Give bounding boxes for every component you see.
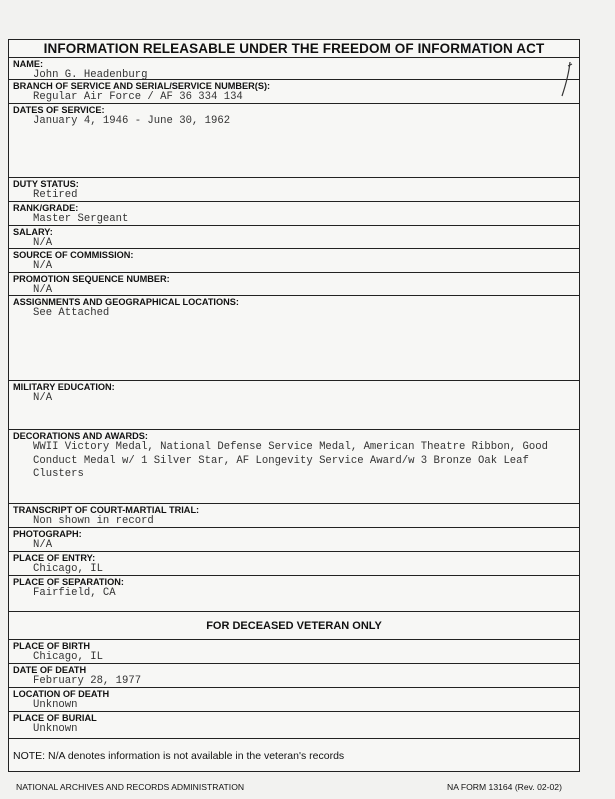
field-value: Chicago, IL [33,563,103,575]
field-label: PLACE OF BIRTH [13,641,91,651]
field-value: Regular Air Force / AF 36 334 134 [33,91,243,103]
footer-agency: NATIONAL ARCHIVES AND RECORDS ADMINISTRATION [16,782,245,792]
field-label: RANK/GRADE: [13,203,79,213]
field-label: PLACE OF SEPARATION: [13,577,124,587]
field-source-of-commission [9,249,579,273]
field-label: PROMOTION SEQUENCE NUMBER: [13,274,170,284]
field-date-of-death [9,664,579,688]
field-court-martial [9,504,579,528]
field-label: DATE OF DEATH [13,665,87,675]
field-label: NAME: [13,59,44,69]
field-label: PLACE OF ENTRY: [13,553,96,563]
field-value: Non shown in record [33,515,154,527]
field-label: SOURCE OF COMMISSION: [13,250,134,260]
field-value: N/A [33,284,53,296]
field-name [9,58,579,80]
pen-check-mark [552,60,582,100]
field-dates-of-service [9,104,579,178]
na-note: NOTE: N/A denotes information is not available in the veteran's records [13,750,345,762]
form-title: INFORMATION RELEASABLE UNDER THE FREEDOM OF INFORMATION ACT [9,40,579,58]
field-label: DECORATIONS AND AWARDS: [13,431,148,441]
field-military-education [9,381,579,430]
field-value: N/A [33,237,53,249]
field-value: February 28, 1977 [33,675,142,687]
field-assignments [9,296,579,381]
field-branch [9,80,579,104]
field-value: Retired [33,189,78,201]
field-label: MILITARY EDUCATION: [13,382,115,392]
field-place-of-separation [9,576,579,612]
field-value: Unknown [33,699,78,711]
field-value: N/A [33,392,53,404]
field-label: BRANCH OF SERVICE AND SERIAL/SERVICE NUMBER(S): [13,81,271,91]
field-place-of-birth [9,640,579,664]
field-duty-status [9,178,579,202]
field-label: LOCATION OF DEATH [13,689,110,699]
field-label: SALARY: [13,227,53,237]
field-decorations [9,430,579,504]
field-value: Unknown [33,723,78,735]
field-location-of-death [9,688,579,712]
footer-form-number: NA FORM 13164 (Rev. 02-02) [447,782,562,792]
field-value: Master Sergeant [33,213,129,225]
field-place-of-burial [9,712,579,739]
field-label: PLACE OF BURIAL [13,713,97,723]
field-promotion-sequence [9,273,579,296]
field-photograph [9,528,579,552]
field-value: N/A [33,539,53,551]
field-value: John G. Headenburg [33,69,148,80]
field-rank [9,202,579,226]
field-label: DATES OF SERVICE: [13,105,105,115]
deceased-section-heading: FOR DECEASED VETERAN ONLY [9,612,579,640]
field-value: See Attached [33,307,110,319]
field-value: N/A [33,260,53,272]
field-place-of-entry [9,552,579,576]
field-value: January 4, 1946 - June 30, 1962 [33,115,231,127]
field-value: WWII Victory Medal, National Defense Service Medal, American Theatre Ribbon, Good Conduct Medal w/ 1 Silver Star, AF Longevity Service Award/w 3 Bronze Oak Leaf Clusters [33,441,548,480]
field-salary [9,226,579,249]
field-label: PHOTOGRAPH: [13,529,82,539]
field-label: DUTY STATUS: [13,179,79,189]
foia-form [8,39,580,772]
field-value: Fairfield, CA [33,587,116,599]
field-value: Chicago, IL [33,651,103,663]
field-label: ASSIGNMENTS AND GEOGRAPHICAL LOCATIONS: [13,297,239,307]
field-label: TRANSCRIPT OF COURT-MARTIAL TRIAL: [13,505,200,515]
